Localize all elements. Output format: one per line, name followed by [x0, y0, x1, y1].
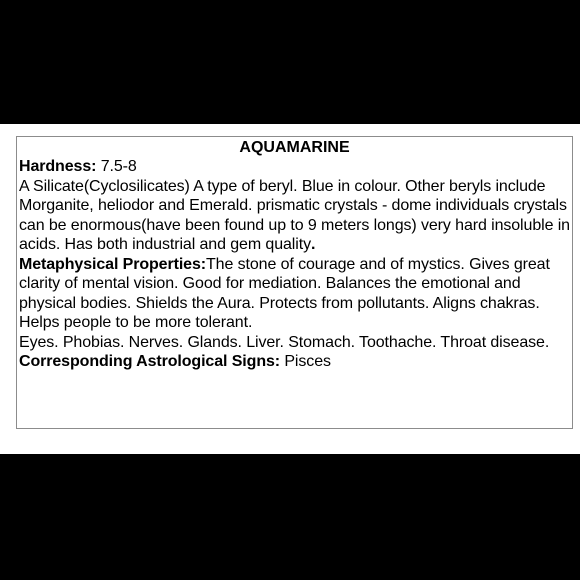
astrology-value: Pisces — [280, 353, 331, 370]
hardness-value: 7.5-8 — [96, 158, 137, 175]
astrology-line — [17, 352, 572, 372]
astrology-label: Corresponding Astrological Signs: — [19, 353, 281, 370]
description-end: . — [310, 236, 316, 253]
hardness-label: Hardness: — [19, 158, 97, 175]
page-title: AQUAMARINE — [239, 139, 350, 156]
description-text: A Silicate(Cyclosilicates) A type of beryl. Blue in colour. Other beryls include Morganite, heliodor and Emerald. prismatic crystals - dome individuals crystals can be enormous(have been found up to 9 meters longs) very hard insoluble in acids. Has both industrial and gem quality — [19, 177, 570, 253]
healing-text: Eyes. Phobias. Nerves. Glands. Liver. Stomach. Toothache. Throat disease. — [19, 333, 550, 351]
info-card — [16, 136, 573, 429]
metaphysical-label: Metaphysical Properties: — [19, 255, 206, 273]
hardness-line — [17, 157, 572, 177]
metaphysical-text: The stone of courage and of mystics. Gives great clarity of mental vision. Good for mediation. Balances the emotional and physical bodies. Shields the Aura. Protects from pollutants. Aligns chakras. Helps people to be more tolerant. — [19, 255, 550, 331]
healing-paragraph — [17, 333, 572, 353]
description-paragraph — [17, 177, 572, 255]
metaphysical-paragraph — [17, 255, 572, 333]
